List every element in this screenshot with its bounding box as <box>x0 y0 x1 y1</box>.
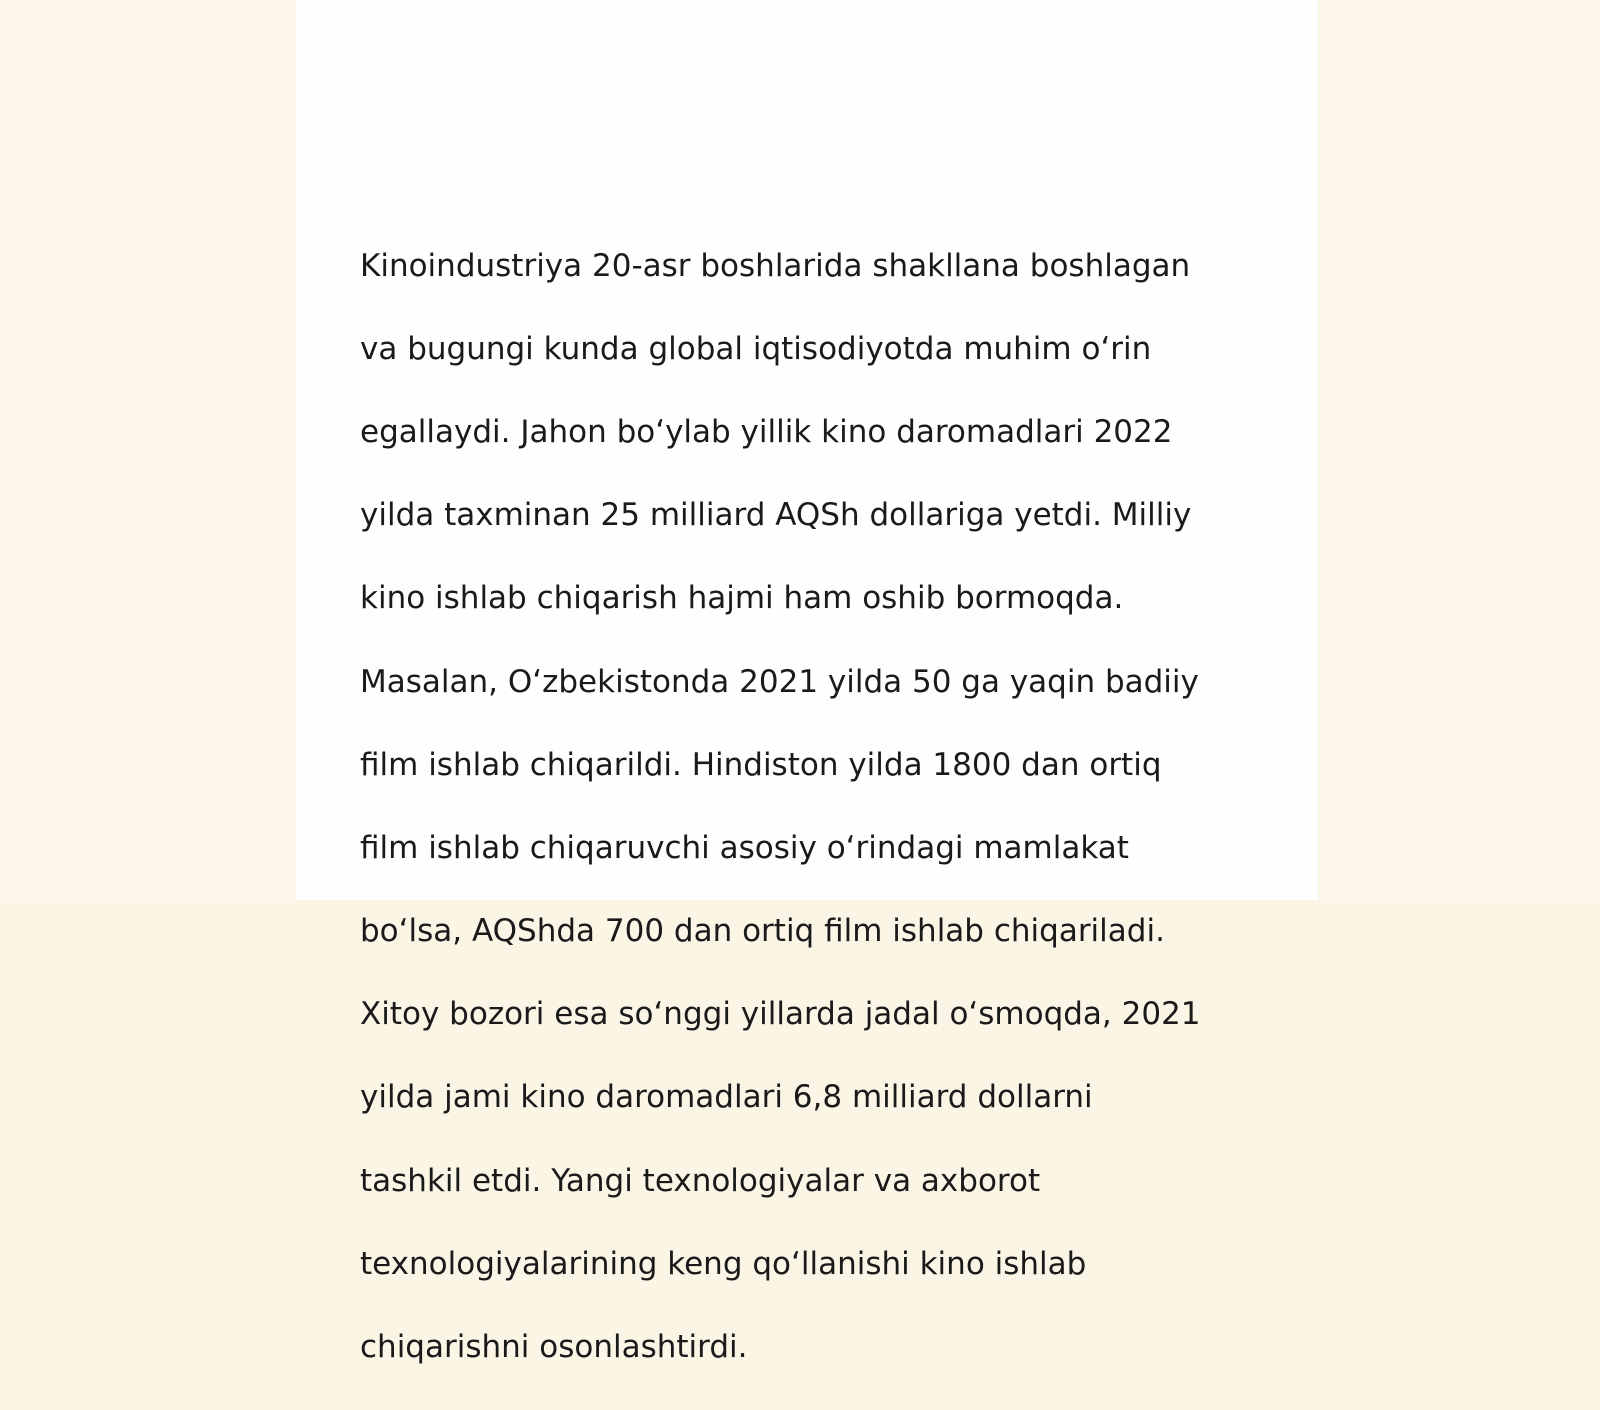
text-line: yilda taxminan 25 milliard AQSh dollariga yetdi. Milliy <box>360 497 1192 534</box>
slide-page <box>296 0 1318 1366</box>
text-line: kino ishlab chiqarish hajmi ham oshib bormoqda. <box>360 580 1124 617</box>
body-paragraph <box>360 204 1260 1410</box>
left-margin-panel <box>0 0 296 900</box>
text-line: Xitoy bozori esa so‘nggi yillarda jadal o‘smoqda, 2021 <box>360 996 1201 1033</box>
text-line: egallaydi. Jahon bo‘ylab yillik kino daromadlari 2022 <box>360 413 1173 450</box>
right-margin-panel <box>1318 0 1600 900</box>
text-line: Masalan, O‘zbekistonda 2021 yilda 50 ga yaqin badiiy <box>360 663 1199 700</box>
text-line: Kinoindustriya 20-asr boshlarida shakllana boshlagan <box>360 247 1191 284</box>
text-line: va bugungi kunda global iqtisodiyotda muhim o‘rin <box>360 330 1152 367</box>
text-line: bo‘lsa, AQShda 700 dan ortiq film ishlab chiqariladi. <box>360 913 1165 950</box>
text-line: texnologiyalarining keng qo‘llanishi kino ishlab <box>360 1245 1087 1282</box>
text-line: film ishlab chiqaruvchi asosiy o‘rindagi mamlakat <box>360 829 1129 866</box>
text-line: chiqarishni osonlashtirdi. <box>360 1329 748 1366</box>
text-line: tashkil etdi. Yangi texnologiyalar va axborot <box>360 1162 1041 1199</box>
text-line: yilda jami kino daromadlari 6,8 milliard dollarni <box>360 1079 1093 1116</box>
text-line: film ishlab chiqarildi. Hindiston yilda 1800 dan ortiq <box>360 746 1162 783</box>
